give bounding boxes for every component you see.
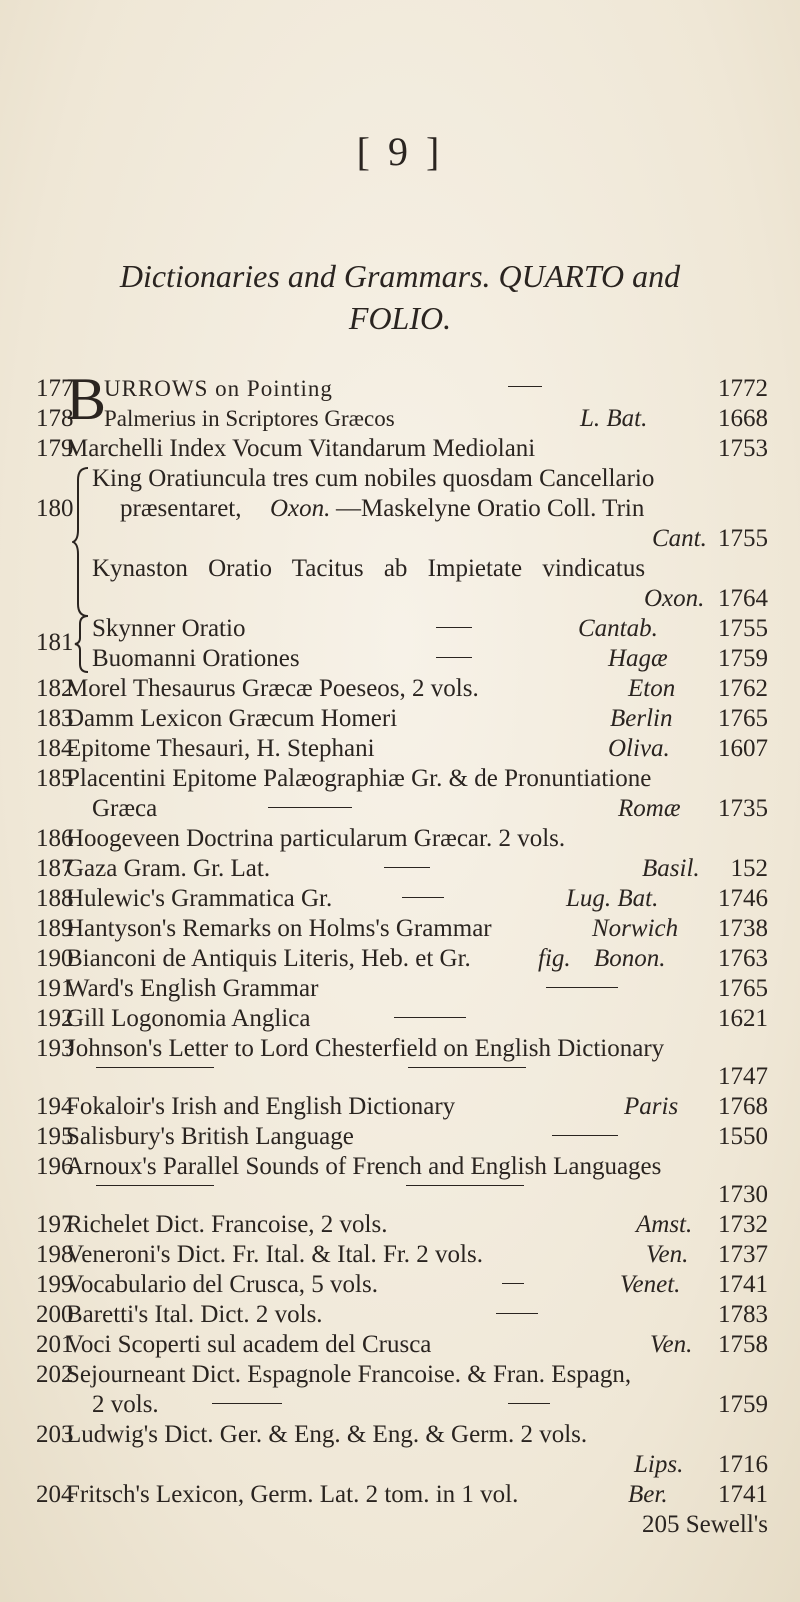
entry-year: 1668 — [718, 405, 768, 432]
entry-number: 180 — [36, 495, 74, 522]
entry-text: Marchelli Index Vocum Vitandarum Mediolani — [66, 435, 536, 462]
entry-line: Skynner Oratio — [92, 615, 246, 642]
entry-line: Græca — [92, 795, 158, 822]
entry-line: præsentaret, — [120, 495, 242, 522]
entry-number: 196 — [36, 1153, 74, 1180]
entry-number: 185 — [36, 765, 74, 792]
entry-year: 152 — [730, 855, 768, 882]
entry-year: 1765 — [718, 705, 768, 732]
rule — [546, 987, 618, 988]
catchword: 205 Sewell's — [641, 1511, 768, 1538]
entry-year: 1755 — [718, 615, 768, 642]
section-heading-line1: Dictionaries and Grammars. QUARTO and — [119, 258, 681, 294]
entry-number: 199 — [36, 1271, 74, 1298]
entry-number: 177 — [36, 375, 74, 402]
entry-year: 1741 — [718, 1481, 768, 1508]
entry-text: Vocabulario del Crusca, 5 vols. — [66, 1271, 378, 1298]
entry-text: Epitome Thesauri, H. Stephani — [66, 735, 375, 762]
entry-text: Palmerius in Scriptores Græcos — [104, 406, 395, 431]
entry-number: 202 — [36, 1361, 74, 1388]
entry-year: 1741 — [718, 1271, 768, 1298]
entry-place: L. Bat. — [580, 405, 648, 432]
entry-line: Ludwig's Dict. Ger. & Eng. & Eng. & Germ. 2 vols. — [66, 1421, 588, 1448]
entry-number: 198 — [36, 1241, 74, 1268]
entry-place: Amst. — [636, 1211, 693, 1238]
rule — [436, 627, 472, 628]
entry-year: 1759 — [718, 1391, 768, 1418]
entry-number: 204 — [36, 1481, 74, 1508]
entry-year: 1730 — [718, 1181, 768, 1208]
entry-place: Oxon. — [644, 585, 705, 612]
entry-place: Venet. — [620, 1271, 681, 1298]
entry-place: Cant. — [652, 525, 707, 552]
entry-number: 191 — [36, 975, 74, 1002]
entry-line: Placentini Epitome Palæographiæ Gr. & de Pronuntiatione — [66, 765, 652, 792]
rule — [394, 1017, 466, 1018]
entry-number: 183 — [36, 705, 74, 732]
entry-year: 1762 — [718, 675, 768, 702]
entry-number: 203 — [36, 1421, 74, 1448]
rule — [436, 657, 472, 658]
entry-text: Richelet Dict. Francoise, 2 vols. — [66, 1211, 388, 1238]
entry-year: 1738 — [718, 915, 768, 942]
entry-number: 200 — [36, 1301, 74, 1328]
rule — [496, 1313, 538, 1314]
entry-number: 184 — [36, 735, 74, 762]
entry-year: 1763 — [718, 945, 768, 972]
entry-place: Ber. — [628, 1481, 668, 1508]
rule — [508, 1403, 550, 1404]
entry-number: 186 — [36, 825, 74, 852]
drop-cap: B — [66, 366, 107, 432]
entry-text: Hoogeveen Doctrina particularum Græcar. 2 vols. — [66, 825, 566, 852]
section-heading-line2: FOLIO. — [348, 300, 452, 336]
entry-place: Basil. — [642, 855, 700, 882]
entry-line: 2 vols. — [92, 1391, 159, 1418]
entry-year: 1737 — [718, 1241, 768, 1268]
entry-text: Bianconi de Antiquis Literis, Heb. et Gr. — [66, 945, 471, 972]
entry-line: Buomanni Orationes — [92, 645, 300, 672]
entry-place: Paris — [624, 1093, 679, 1120]
entry-year: 1764 — [718, 585, 768, 612]
entry-year: 1755 — [718, 525, 768, 552]
rule — [268, 807, 352, 808]
rule — [96, 1067, 214, 1068]
entry-fig: fig. — [538, 945, 571, 972]
entry-place: Lug. Bat. — [566, 885, 659, 912]
entry-line: Sejourneant Dict. Espagnole Francoise. & Fran. Espagn, — [66, 1361, 632, 1388]
entry-year: 1716 — [718, 1451, 768, 1478]
entry-place: Lips. — [634, 1451, 684, 1478]
rule — [502, 1283, 524, 1284]
rule — [96, 1185, 214, 1186]
entry-year: 1753 — [718, 435, 768, 462]
entry-number: 201 — [36, 1331, 74, 1358]
entry-text: Gill Logonomia Anglica — [66, 1005, 311, 1032]
rule — [402, 897, 444, 898]
entry-text: Gaza Gram. Gr. Lat. — [66, 855, 271, 882]
entry-number: 190 — [36, 945, 74, 972]
entry-place: Eton — [628, 675, 676, 702]
entry-number: 182 — [36, 675, 74, 702]
entry-number: 181 — [36, 629, 74, 656]
entry-year: 1732 — [718, 1211, 768, 1238]
entry-number: 194 — [36, 1093, 74, 1120]
rule — [408, 1067, 526, 1068]
entry-line: Kynaston Oratio Tacitus ab Impietate vindicatus — [92, 555, 646, 582]
entry-place: Bonon. — [594, 945, 666, 972]
entry-place: Norwich — [592, 915, 679, 942]
entry-text: Ward's English Grammar — [66, 975, 319, 1002]
brace-icon — [72, 466, 90, 618]
entry-text: Baretti's Ital. Dict. 2 vols. — [66, 1301, 323, 1328]
entry-number: 179 — [36, 435, 74, 462]
rule — [384, 867, 430, 868]
entry-year: 1765 — [718, 975, 768, 1002]
entry-year: 1783 — [718, 1301, 768, 1328]
entry-place: Ven. — [650, 1331, 693, 1358]
entry-place: Oxon. — [270, 495, 331, 522]
brace-icon — [74, 614, 90, 674]
entry-year: 1550 — [718, 1123, 768, 1150]
entry-year: 1746 — [718, 885, 768, 912]
entry-text: Hantyson's Remarks on Holms's Grammar — [66, 915, 492, 942]
entry-text: Johnson's Letter to Lord Chesterfield on English Dictionary — [66, 1035, 665, 1062]
entry-number: 189 — [36, 915, 74, 942]
entry-place: Romæ — [618, 795, 681, 822]
rule — [508, 386, 542, 387]
entry-number: 193 — [36, 1035, 74, 1062]
entry-year: 1747 — [718, 1063, 768, 1090]
entry-place: Oliva. — [608, 735, 670, 762]
entry-year: 1607 — [718, 735, 768, 762]
entry-place: Cantab. — [578, 615, 658, 642]
rule — [552, 1135, 618, 1136]
entry-number: 188 — [36, 885, 74, 912]
rule — [406, 1185, 524, 1186]
entry-text: Damm Lexicon Græcum Homeri — [66, 705, 398, 732]
page-number: [ 9 ] — [356, 129, 444, 174]
entry-text: Hulewic's Grammatica Gr. — [66, 885, 333, 912]
entry-text: Fritsch's Lexicon, Germ. Lat. 2 tom. in 1 vol. — [66, 1481, 519, 1508]
entry-place: Ven. — [646, 1241, 689, 1268]
entry-line: King Oratiuncula tres cum nobiles quosdam Cancellario — [92, 465, 655, 492]
entry-text: Fokaloir's Irish and English Dictionary — [66, 1093, 456, 1120]
entry-number: 187 — [36, 855, 74, 882]
entry-text: Morel Thesaurus Græcæ Poeseos, 2 vols. — [66, 675, 479, 702]
entry-number: 178 — [36, 405, 74, 432]
entry-text: Voci Scoperti sul academ del Crusca — [66, 1331, 432, 1358]
entry-year: 1772 — [718, 375, 768, 402]
entry-text: Veneroni's Dict. Fr. Ital. & Ital. Fr. 2 vols. — [66, 1241, 483, 1268]
entry-place: Berlin — [610, 705, 673, 732]
entry-number: 192 — [36, 1005, 74, 1032]
entry-year: 1758 — [718, 1331, 768, 1358]
entry-number: 195 — [36, 1123, 74, 1150]
rule — [212, 1403, 282, 1404]
entry-number: 197 — [36, 1211, 74, 1238]
entry-place: Hagæ — [608, 645, 668, 672]
entry-text: Salisbury's British Language — [66, 1123, 354, 1150]
entry-year: 1759 — [718, 645, 768, 672]
entry-year: 1621 — [718, 1005, 768, 1032]
entry-text: URROWS on Pointing — [104, 376, 333, 401]
entry-year: 1768 — [718, 1093, 768, 1120]
entry-year: 1735 — [718, 795, 768, 822]
entry-text: Arnoux's Parallel Sounds of French and English Languages — [66, 1153, 662, 1180]
entry-line: —Maskelyne Oratio Coll. Trin — [336, 495, 645, 522]
